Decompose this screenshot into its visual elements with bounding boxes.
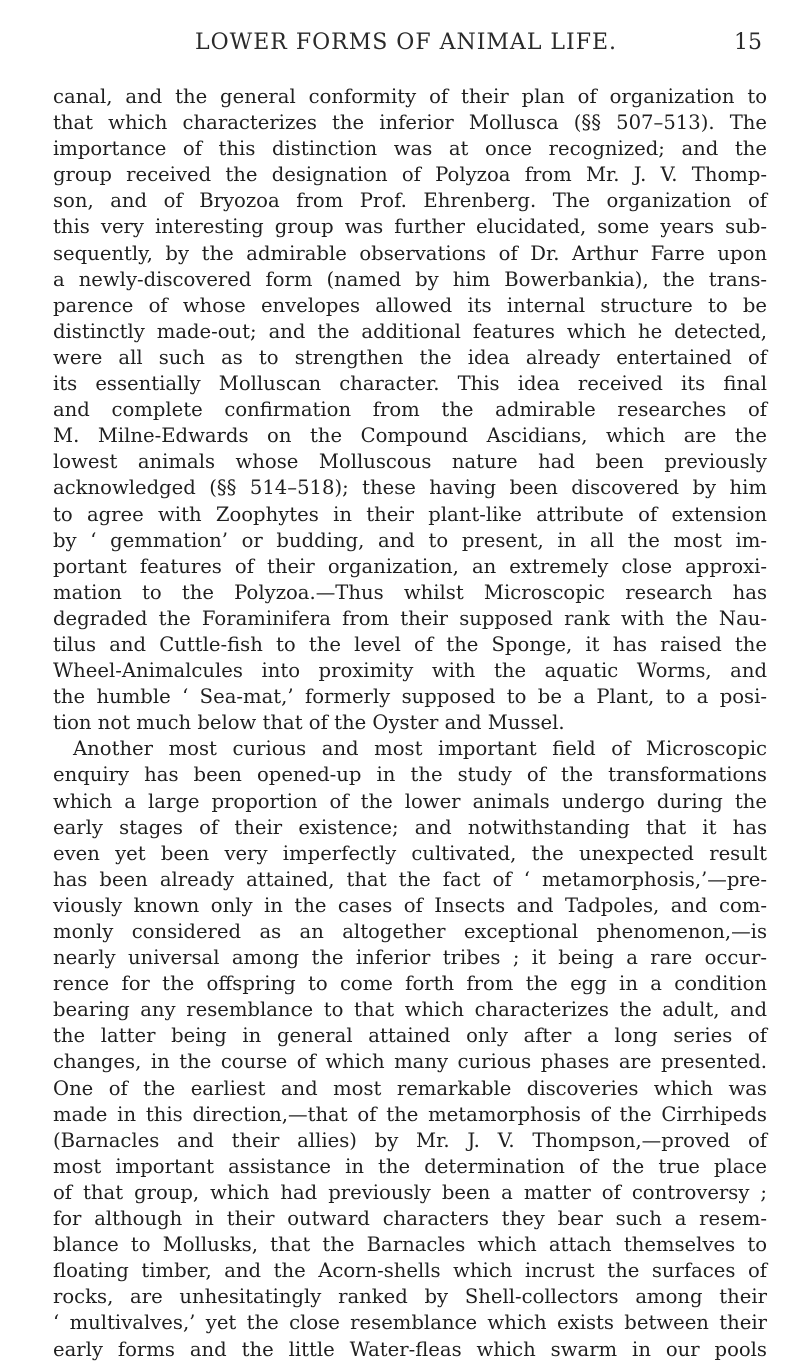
paragraph-end-line: tion not much below that of the Oyster and Mussel.	[53, 711, 565, 735]
text-line: tilus and Cuttle-fish to the level of the Sponge, it has raised the	[53, 632, 767, 656]
page-number: 15	[734, 30, 762, 55]
page-header	[50, 30, 762, 60]
text-line: Wheel-Animalcules into proximity with the aquatic Worms, and	[53, 659, 767, 683]
text-line: enquiry has been opened-up in the study of the transformations	[53, 763, 767, 787]
text-line: and complete confirmation from the admirable researches of	[53, 398, 767, 422]
text-line: acknowledged (§§ 514–518); these having been discovered by him	[53, 476, 767, 500]
text-line: even yet been very imperfectly cultivated, the unexpected result	[53, 841, 767, 865]
text-line: sequently, by the admirable observations of Dr. Arthur Farre upon	[53, 241, 767, 265]
text-line: that which characterizes the inferior Mollusca (§§ 507–513). The	[53, 111, 767, 135]
text-line: (Barnacles and their allies) by Mr. J. V. Thompson,—proved of	[53, 1128, 767, 1152]
text-line: portant features of their organization, an extremely close approxi-	[53, 554, 767, 578]
text-line: early stages of their existence; and notwithstanding that it has	[53, 815, 767, 839]
body-text	[53, 84, 767, 1363]
text-line: the latter being in general attained only after a long series of	[53, 1024, 767, 1048]
text-line: One of the earliest and most remarkable discoveries which was	[53, 1076, 767, 1100]
text-line: rence for the offspring to come forth from the egg in a condition	[53, 972, 767, 996]
text-line: blance to Mollusks, that the Barnacles which attach themselves to	[53, 1233, 767, 1257]
text-line: a newly-discovered form (named by him Bowerbankia), the trans-	[53, 267, 767, 291]
text-line: which a large proportion of the lower animals undergo during the	[53, 789, 767, 813]
text-line: bearing any resemblance to that which characterizes the adult, and	[53, 998, 767, 1022]
text-line: the humble ‘ Sea-mat,’ formerly supposed to be a Plant, to a posi-	[53, 685, 767, 709]
text-line: mation to the Polyzoa.—Thus whilst Microscopic research has	[53, 580, 767, 604]
text-line: parence of whose envelopes allowed its internal structure to be	[53, 293, 767, 317]
paragraph-start-line: Another most curious and most important field of Microscopic	[73, 737, 767, 761]
text-line: monly considered as an altogether exceptional phenomenon,—is	[53, 920, 767, 943]
text-line: floating timber, and the Acorn-shells which incrust the surfaces of	[53, 1259, 767, 1283]
text-line: early forms and the little Water-fleas which swarm in our pools	[53, 1337, 767, 1361]
text-line: changes, in the course of which many curious phases are presented.	[53, 1050, 767, 1074]
text-line: group received the designation of Polyzoa from Mr. J. V. Thomp-	[53, 163, 767, 187]
text-line: has been already attained, that the fact of ‘ metamorphosis,’—pre-	[53, 867, 767, 891]
text-line: of that group, which had previously been a matter of controversy ;	[53, 1180, 767, 1204]
text-line: were all such as to strengthen the idea already entertained of	[53, 345, 767, 369]
text-line: ‘ multivalves,’ yet the close resemblance which exists between their	[53, 1311, 767, 1335]
text-line: by ‘ gemmation’ or budding, and to present, in all the most im-	[53, 528, 767, 552]
text-line: son, and of Bryozoa from Prof. Ehrenberg. The organization of	[53, 189, 767, 213]
text-line: to agree with Zoophytes in their plant-like attribute of extension	[53, 502, 767, 526]
text-line: most important assistance in the determination of the true place	[53, 1154, 767, 1178]
text-line: lowest animals whose Molluscous nature had been previously	[53, 450, 767, 474]
text-line: canal, and the general conformity of their plan of organization to	[53, 85, 767, 108]
running-head: LOWER FORMS OF ANIMAL LIFE.	[194, 30, 618, 55]
text-line: made in this direction,—that of the metamorphosis of the Cirrhipeds	[53, 1102, 767, 1126]
text-line: its essentially Molluscan character. This idea received its final	[53, 372, 767, 396]
text-line: this very interesting group was further elucidated, some years sub-	[53, 215, 767, 239]
text-line: rocks, are unhesitatingly ranked by Shell-collectors among their	[53, 1285, 767, 1309]
text-line: M. Milne-Edwards on the Compound Ascidians, which are the	[53, 424, 767, 448]
text-line: viously known only in the cases of Insects and Tadpoles, and com-	[53, 893, 767, 917]
text-line: importance of this distinction was at once recognized; and the	[53, 137, 767, 161]
text-line: degraded the Foraminifera from their supposed rank with the Nau-	[53, 606, 767, 630]
text-line: for although in their outward characters they bear such a resem-	[53, 1207, 767, 1231]
text-line: distinctly made-out; and the additional features which he detected,	[53, 319, 767, 343]
text-line: nearly universal among the inferior tribes ; it being a rare occur-	[53, 946, 767, 970]
